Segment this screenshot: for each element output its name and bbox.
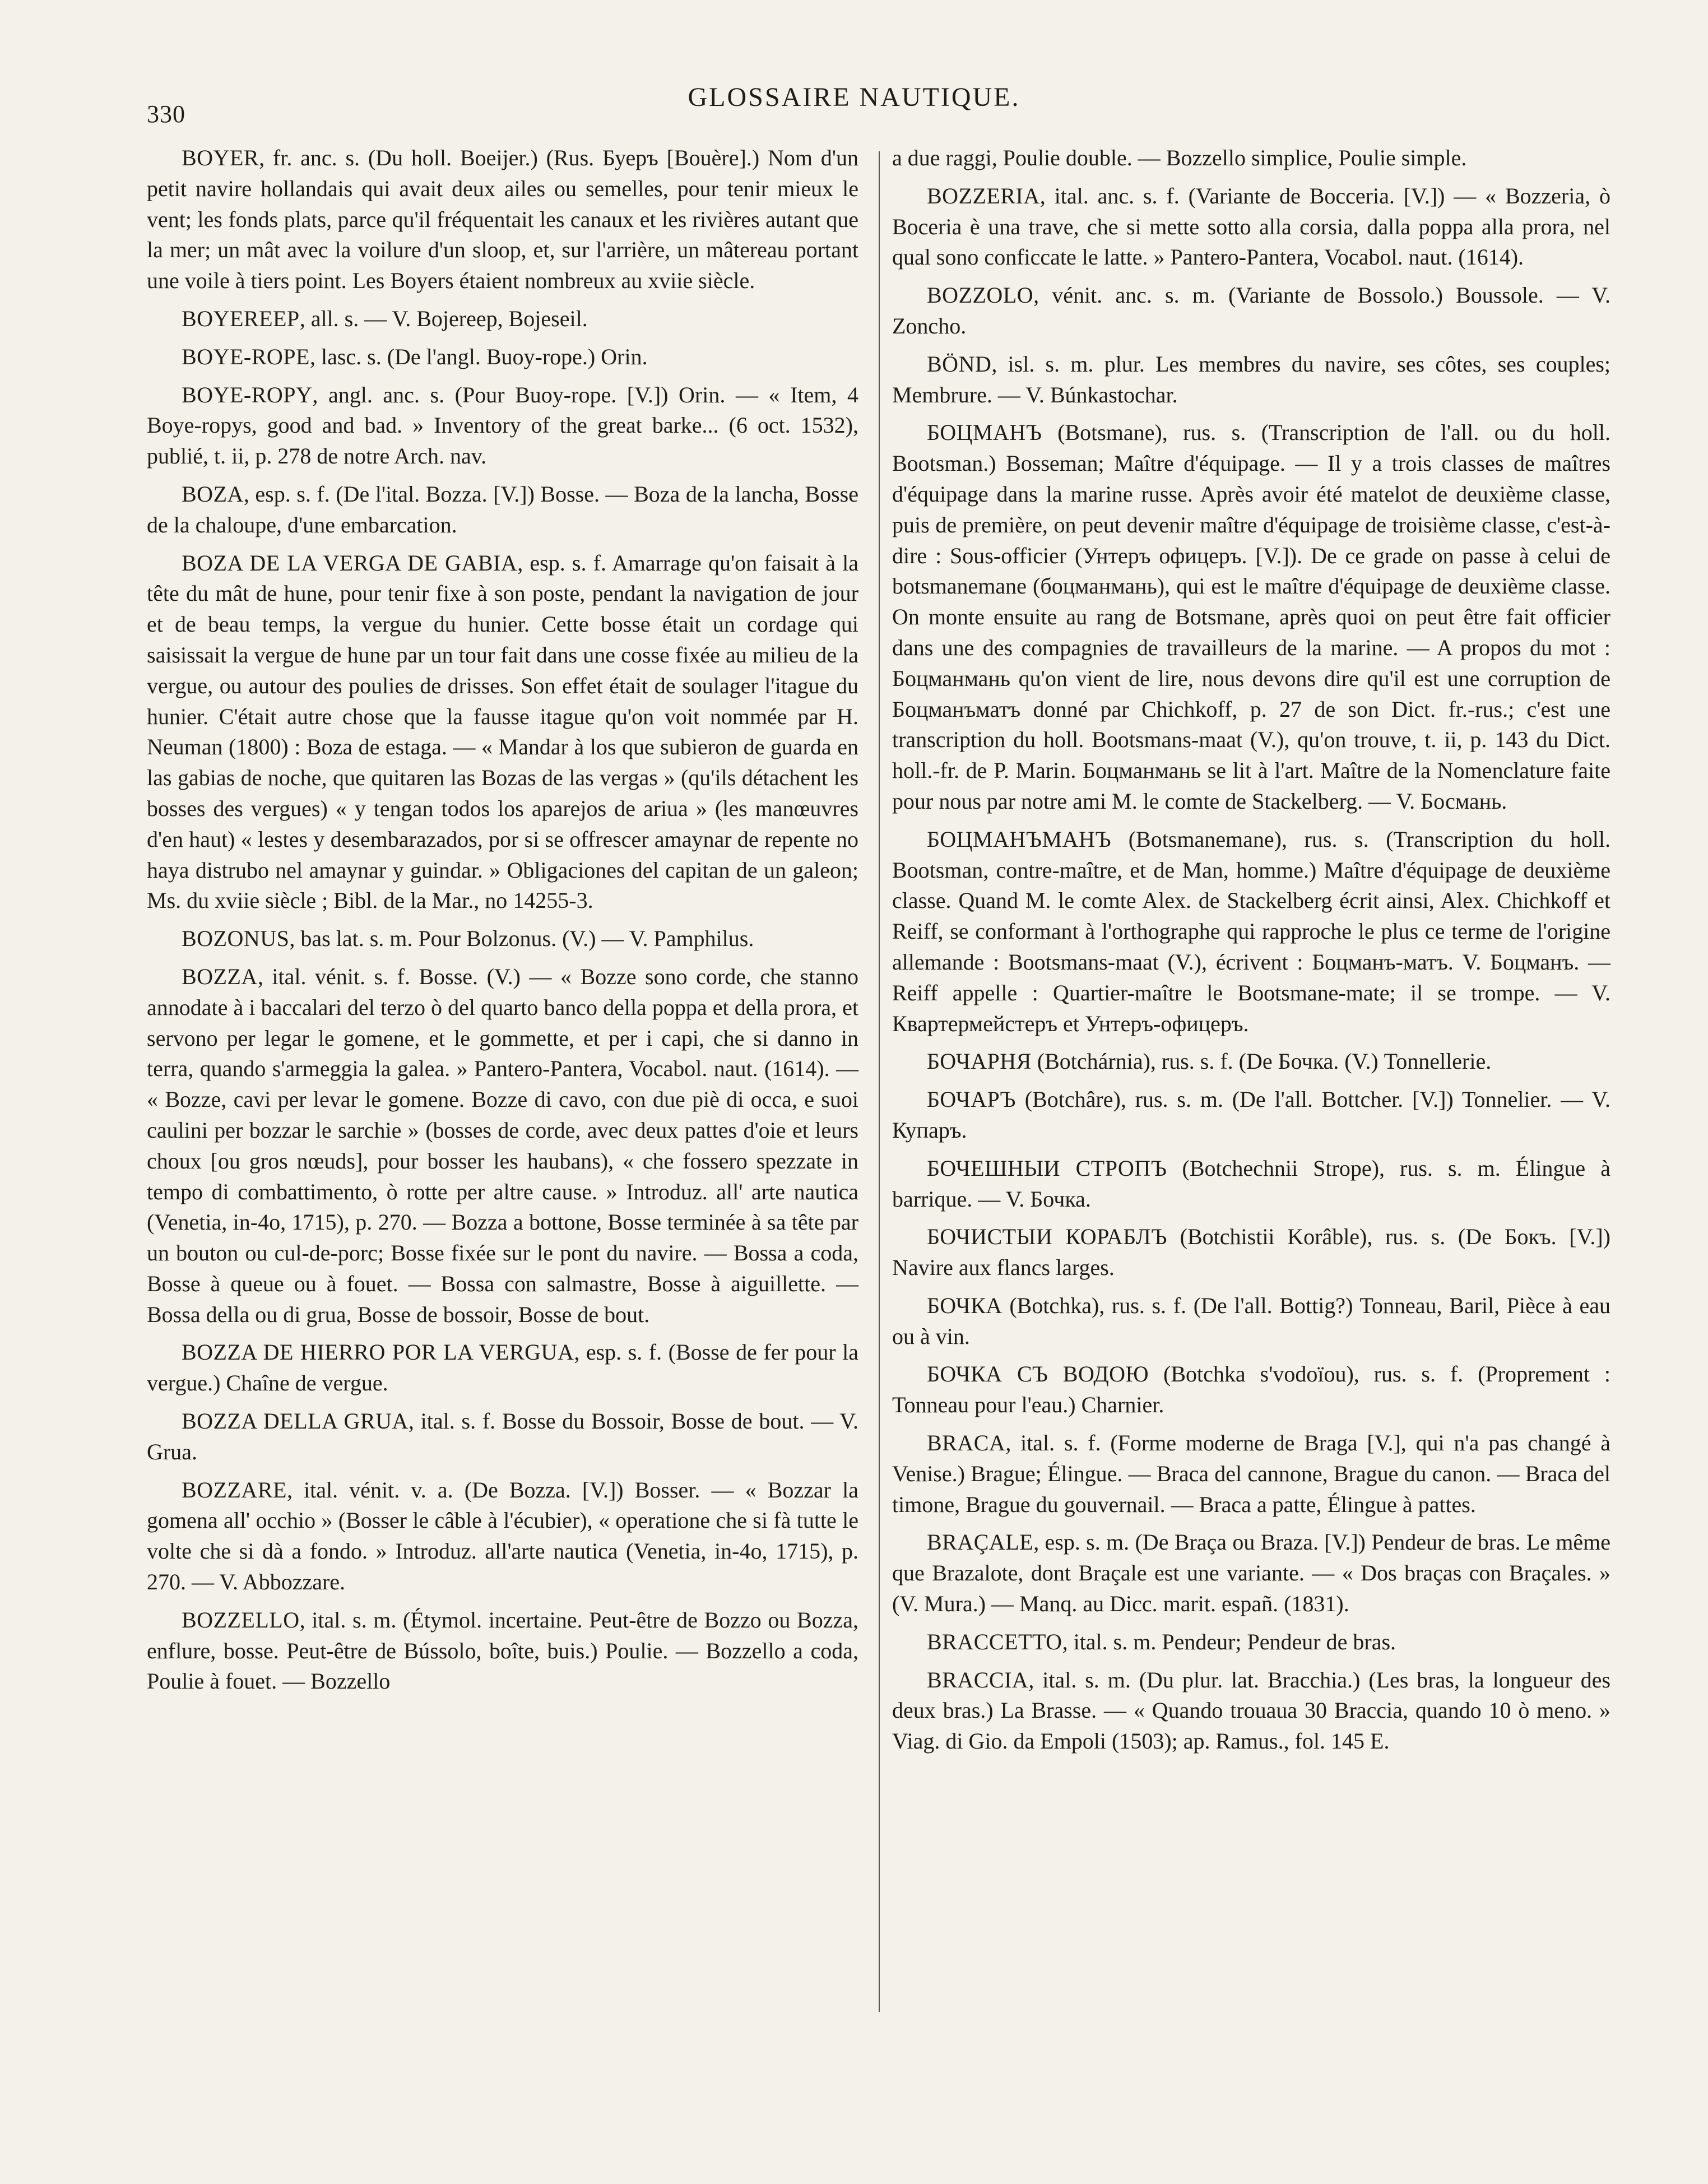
entry-headword: BOZZOLO — [927, 282, 1034, 308]
entry-headword: БОЧЕШНЫИ СТРОПЪ — [927, 1155, 1167, 1181]
glossary-entry — [147, 1337, 858, 1399]
entry-headword: BOYE-ROPY — [182, 382, 313, 407]
entry-definition: , esp. s. f. Amarrage qu'on faisait à la tête du mât de hune, pour tenir fixe à son poste, pendant la navigation de jour et de beau temps, la vergue du hunier. Cette bosse était un cordage qui saisissait la vergue de hune par un tour fait dans une cosse fixée au milieu de la vergue, ou autour des poulies de drisses. Son effet était de soulager l'itague du hunier. C'était autre chose que la fausse itague qu'on voit nommée par H. Neuman (1800) : Boza de estaga. — « Mandar à los que subieron de guarda en las gabias de noche, que quitaren las Bozas de las vergas » (qu'ils détachent les bosses des vergues) « y tengan todos los aparejos de ariua » (les manœuvres d'en haut) « lestes y desembarazados, por si se offrescer amaynar de repente no haya distrubo nel amaynar y guindar. » Obligaciones del capitan de un galeon; Ms. du xviie siècle ; Bibl. de la Mar., no 14255-3. — [147, 550, 859, 914]
entry-definition: , ital. s. m. (Étymol. incertaine. Peut-être de Bozzo ou Bozza, enflure, bosse. Peut-être de Bússolo, boîte, buis.) Poulie. — Bozzello a coda, Poulie à fouet. — Bozzello — [147, 1607, 858, 1694]
entry-headword: BOZZA — [182, 963, 258, 989]
entry-headword: BOYE-ROPE — [182, 344, 310, 369]
entry-definition: , ital. anc. s. f. (Variante de Bocceria. [V.]) — « Bozzeria, ò Boceria è una trave, che si mette sotto alla corsia, dalla poppa alla prora, nel qual sono conficcate le latte. » Pantero-Pantera, Vocabol. naut. (1614). — [892, 183, 1610, 270]
glossary-entry — [147, 1475, 858, 1598]
glossary-entry — [147, 342, 858, 373]
entry-headword: БОЧИСТЫИ КОРАБЛЪ — [927, 1224, 1167, 1250]
entry-definition: a due raggi, Poulie double. — Bozzello simplice, Poulie simple. — [892, 145, 1467, 170]
glossary-entry — [892, 1428, 1610, 1520]
entry-headword: БОЧКА СЪ ВОДОЮ — [927, 1361, 1149, 1387]
glossary-entry — [892, 1153, 1610, 1215]
entry-definition: (Botchárnia), rus. s. f. (De Бочка. (V.) Tonnellerie. — [1031, 1049, 1492, 1074]
entry-headword: BÖND — [927, 351, 992, 377]
glossary-entry — [892, 1222, 1610, 1283]
entry-headword: BRAÇALE — [927, 1529, 1034, 1555]
glossary-entry — [892, 1665, 1610, 1757]
entry-definition: , ital. s. f. Bosse du Bossoir, Bosse de bout. — V. Grua. — [147, 1408, 858, 1464]
glossary-entry — [147, 962, 858, 1330]
entry-definition: (Botchechnii Strope), rus. s. m. Élingue à barrique. — V. Бочка. — [892, 1155, 1610, 1212]
entry-definition: , angl. anc. s. (Pour Buoy-rope. [V.]) Orin. — « Item, 4 Boye-ropys, good and bad. » Inventory of the great barke... (6 oct. 1532), publié, t. ii, p. 278 de notre Arch. nav. — [147, 382, 858, 469]
entry-definition: (Botsmanemane), rus. s. (Transcription du holl. Bootsman, contre-maître, et de Man, homme.) Maître d'équipage de deuxième classe. Quand M. le comte Alex. de Stackelberg écrit ainsi, Alex. Chichkoff et Reiff, se conformant à l'orthographe qui rapproche le plus ce terme de l'origine allemande : Bootsmans-maat (V.), écrivent : Боцманъ-матъ. V. Боцманъ. — Reiff appelle : Quartier-maître le Bootsmane-mate; il se trompe. — V. Квартермейстеръ et Унтеръ-офицеръ. — [892, 826, 1610, 1036]
entry-definition: , bas lat. s. m. Pour Bolzonus. (V.) — V. Pamphilus. — [289, 926, 754, 952]
entry-definition: , fr. anc. s. (Du holl. Boeijer.) (Rus. Буеръ [Bouère].) Nom d'un petit navire hollandais qui avait deux ailes ou semelles, pour tenir mieux le vent; les fonds plats, parce qu'il fréquentait les canaux et les rivières autant que la mer; un mât avec la voilure d'un sloop, et, sur l'arrière, un mâtereau portant une voile à tiers point. Les Boyers étaient nombreux au xviie siècle. — [147, 145, 858, 294]
entry-definition: (Botchka), rus. s. f. (De l'all. Bottig?) Tonneau, Baril, Pièce à eau ou à vin. — [892, 1292, 1610, 1349]
entry-headword: BRACCETTO — [927, 1629, 1062, 1654]
glossary-entry — [147, 1605, 858, 1697]
entry-headword: BOZA — [182, 481, 244, 507]
entry-definition: (Botsmane), rus. s. (Transcription de l'all. ou du holl. Bootsman.) Bosseman; Maître d'équipage. — Il y a trois classes de maîtres d'équipage dans la marine russe. Après avoir été matelot de deuxième classe, puis de première, on peut devenir maître d'équipage de troisième classe, c'est-à-dire : Sous-officier (Унтеръ офицеръ. [V.]). De ce grade on passe à celui de botsmanemane (боцманмань), qui est le maître d'équipage de deuxième classe. On monte ensuite au rang de Botsmane, après quoi on peut être fait officier dans une des compagnies de travailleurs de la marine. — A propos du mot : Боцманмань qu'on vient de lire, nous devons dire qu'il est une corruption de Боцманъматъ donné par Chichkoff, p. 27 de son Dict. fr.-rus.; c'est une transcription du holl. Bootsmans-maat (V.), qu'on trouve, t. ii, p. 143 du Dict. holl.-fr. de P. Marin. Боцманмань se lit à l'art. Maître de la Nomenclature faite pour nous par notre ami M. le comte de Stackelberg. — V. Босмань. — [892, 420, 1610, 814]
glossary-entry — [892, 1627, 1610, 1658]
glossary-entry — [147, 1406, 858, 1468]
entry-headword: БОЧАРНЯ — [927, 1049, 1032, 1074]
entry-headword: BOZONUS — [182, 926, 290, 952]
page-number: 330 — [147, 100, 185, 128]
entry-headword: BOZA DE LA VERGA DE GABIA — [182, 550, 518, 576]
glossary-entry — [892, 1527, 1610, 1619]
entry-headword: БОЧКА — [927, 1292, 1002, 1318]
entry-headword: BRACA — [927, 1430, 1006, 1456]
glossary-entry — [147, 380, 858, 472]
entry-definition: , ital. s. m. Pendeur; Pendeur de bras. — [1062, 1629, 1396, 1654]
entry-definition: (Botchka s'vodoïou), rus. s. f. (Proprement : Tonneau pour l'eau.) Charnier. — [892, 1361, 1611, 1418]
entry-headword: BOZZARE — [182, 1477, 287, 1503]
entry-headword: БОЧАРЪ — [927, 1087, 1016, 1112]
glossary-entry — [892, 1084, 1610, 1146]
entry-headword: BOZZERIA — [927, 183, 1040, 208]
entry-definition: , esp. s. m. (De Braça ou Braza. [V.]) Pendeur de bras. Le même que Brazalote, dont Braçale est une variante. — « Dos braças con Braçales. » (V. Mura.) — Manq. au Dicc. marit. españ. (1831). — [892, 1529, 1610, 1617]
entry-definition: , ital. s. m. (Du plur. lat. Bracchia.) (Les bras, la longueur des deux bras.) La Brasse. — « Quando trouaua 30 Braccia, quando 10 ò meno. » Viag. di Gio. da Empoli (1503); ap. Ramus., fol. 145 E. — [892, 1667, 1610, 1754]
entry-headword: BOYEREEP — [182, 305, 300, 331]
column-divider — [879, 151, 880, 2012]
entry-definition: , all. s. — V. Bojereep, Bojeseil. — [299, 305, 588, 331]
entry-definition: , ital. s. f. (Forme moderne de Braga [V.], qui n'a pas changé à Venise.) Brague; Élingue. — Braca del cannone, Brague du canon. — Braca del timone, Brague du gouvernail. — Braca a patte, Élingue à pattes. — [892, 1430, 1610, 1517]
entry-definition: , ital. vénit. s. f. Bosse. (V.) — « Bozze sono corde, che stanno annodate à i baccalari del terzo ò del quarto banco della poppa et della prora, et servono per legar le gomene, et le gommette, et per i capi, che si danno in terra, quando s'armeggia la galea. » Pantero-Pantera, Vocabol. naut. (1614). — « Bozze, cavi per levar le gomene. Bozze di cavo, con due piè di occa, e suoi caulini per bozzar le sarchie » (bosses de corde, avec deux pattes d'oie et leurs choux [ou gros nœuds], pour bosser les haubans), « che fossero spezzate in tempo di combattimento, ò rotte per altre cause. » Introduz. all' arte nautica (Venetia, in-4o, 1715), p. 270. — Bozza a bottone, Bosse terminée à sa tête par un bouton ou cul-de-porc; Bosse fixée sur le pont du navire. — Bossa a coda, Bosse à queue ou à fouet. — Bossa con salmastre, Bosse à aiguillette. — Bossa della ou di grua, Bosse de bossoir, Bosse de bout. — [147, 963, 858, 1327]
glossary-entry — [892, 1359, 1610, 1421]
entry-definition: , esp. s. f. (Bosse de fer pour la vergue.) Chaîne de vergue. — [147, 1339, 858, 1396]
left-column — [147, 143, 858, 1704]
glossary-entry — [147, 143, 858, 296]
entry-definition: , lasc. s. (De l'angl. Buoy-rope.) Orin. — [309, 344, 648, 369]
entry-headword: BOZZELLO — [182, 1607, 300, 1633]
glossary-entry — [892, 1046, 1610, 1077]
glossary-entry — [892, 280, 1610, 342]
entry-definition: , isl. s. m. plur. Les membres du navire, ses côtes, ses couples; Membrure. — V. Búnkastochar. — [892, 351, 1610, 407]
running-title: GLOSSAIRE NAUTIQUE. — [688, 82, 1020, 112]
entry-definition: (Botchâre), rus. s. m. (De l'all. Bottcher. [V.]) Tonnelier. — V. Купаръ. — [892, 1087, 1610, 1143]
glossary-entry — [892, 418, 1610, 817]
entry-headword: БОЦМАНЪМАНЪ — [927, 826, 1112, 852]
glossary-entry — [892, 1291, 1610, 1352]
entry-definition: (Botchistii Korâble), rus. s. (De Бокъ. [V.]) Navire aux flancs larges. — [892, 1224, 1610, 1281]
glossary-entry — [892, 824, 1610, 1040]
glossary-entry — [892, 181, 1610, 273]
entry-definition: , esp. s. f. (De l'ital. Bozza. [V.]) Bosse. — Boza de la lancha, Bosse de la chaloupe, d'une embarcation. — [147, 481, 858, 537]
entry-headword: БОЦМАНЪ — [927, 420, 1042, 446]
glossary-entry — [147, 548, 858, 917]
right-column — [892, 143, 1610, 1764]
glossary-entry — [892, 349, 1610, 411]
glossary-entry — [147, 924, 858, 954]
entry-headword: BOYER — [182, 145, 259, 170]
entry-headword: BOZZA DE HIERRO POR LA VERGUA — [182, 1339, 574, 1365]
entry-headword: BOZZA DELLA GRUA — [182, 1408, 409, 1434]
glossary-entry — [147, 304, 858, 335]
entry-headword: BRACCIA — [927, 1667, 1029, 1693]
glossary-entry — [147, 479, 858, 541]
entry-definition: , ital. vénit. v. a. (De Bozza. [V.]) Bosser. — « Bozzar la gomena all' occhio » (Bosser le câble à l'écubier), « operatione che si fà tutte le volte che si dà a fondo. » Introduz. all'arte nautica (Venetia, in-4o, 1715), p. 270. — V. Abbozzare. — [147, 1477, 858, 1595]
entry-definition: , vénit. anc. s. m. (Variante de Bossolo.) Boussole. — V. Zoncho. — [892, 282, 1610, 339]
glossary-entry — [892, 143, 1610, 174]
